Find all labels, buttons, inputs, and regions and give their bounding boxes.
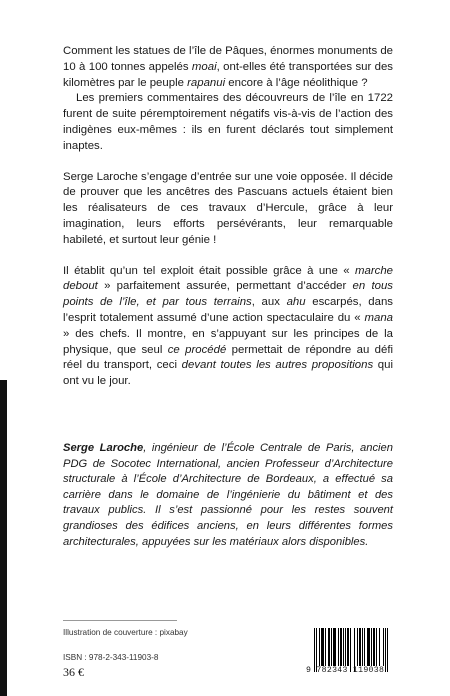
text-run: ahu bbox=[286, 296, 306, 309]
barcode-digits: 9 782343 119038 bbox=[306, 666, 385, 675]
author-bio bbox=[63, 441, 393, 550]
cover-credit: Illustration de couverture : pixabay bbox=[63, 628, 188, 637]
text-run: , ont-elles été transportées sur des kilomètres par le peuple bbox=[63, 60, 393, 89]
paragraph-1 bbox=[63, 44, 393, 91]
text-run: » parfaitement assurée, permettant d’accéder bbox=[97, 280, 353, 293]
paragraph-3: Serge Laroche s’engage d’entrée sur une voie opposée. Il décide de prouver que les ancêtres des Pascuans actuels étaient bien les réalisateurs de ces travaux d’Hercule, grâce à leur imagination, leurs efforts persévérants, leur remarquable habileté, et surtout leur génie ! bbox=[63, 170, 393, 246]
isbn-barcode bbox=[306, 628, 396, 680]
text-run: qui ont vu le jour. bbox=[63, 359, 393, 388]
text-run: marche debout bbox=[63, 264, 393, 293]
isbn: ISBN : 978-2-343-11903-8 bbox=[63, 653, 159, 662]
text-run: escarpés, dans l’esprit totalement assumé d’une action spectaculaire du « bbox=[63, 296, 393, 324]
text-run: permettait de répondre au défi réel du transport, ceci bbox=[63, 343, 394, 372]
price: 36 € bbox=[63, 665, 84, 679]
paragraph-4 bbox=[63, 264, 393, 390]
spine-edge bbox=[0, 380, 7, 696]
text-run: en tous points de l’île, et par tous terrains bbox=[63, 280, 393, 309]
text-run: devant toutes les autres propositions bbox=[181, 359, 374, 372]
footer-divider bbox=[63, 620, 177, 621]
paragraph-2: Les premiers commentaires des découvreurs de l’île en 1722 furent de suite péremptoirement négatifs vis-à-vis de l’action des indigènes eux-mêmes : ils en furent déclarés tout simplement inaptes. bbox=[63, 92, 393, 152]
text-run: rapanui bbox=[187, 76, 226, 89]
text-run: Serge Laroche bbox=[63, 442, 144, 454]
footer-info bbox=[63, 628, 188, 680]
text-run: moai bbox=[191, 60, 217, 73]
text-run: Il établit qu’un tel exploit était possible grâce à une « bbox=[63, 264, 356, 277]
barcode-bar bbox=[387, 628, 388, 672]
blurb-text bbox=[63, 44, 393, 390]
text-run: encore à l’âge néolithique ? bbox=[225, 76, 368, 89]
text-run: Comment les statues de l’île de Pâques, énormes monuments de 10 à 100 tonnes appelés bbox=[63, 45, 393, 73]
text-run: » des chefs. Il montre, en s’appuyant sur les principes de la physique, que seul bbox=[63, 327, 393, 356]
text-run: , ingénieur de l’École Centrale de Paris, ancien PDG de Socotec International, ancien Professeur d’Architecture structurale à l’École d’Architecture de Bordeaux, a effectué sa carrière dans le domaine de l’ingénierie du bâtiment et des travaux publics. Il s’est passionné pour les restes souvent grandioses des édifices anciens, en leurs différentes formes architecturales, appuyées sur les matériaux alors disponibles. bbox=[63, 442, 393, 548]
text-run: mana bbox=[364, 311, 393, 324]
text-run: ce procédé bbox=[167, 343, 227, 356]
text-run: , aux bbox=[251, 296, 287, 309]
author-bio-text bbox=[63, 441, 393, 550]
